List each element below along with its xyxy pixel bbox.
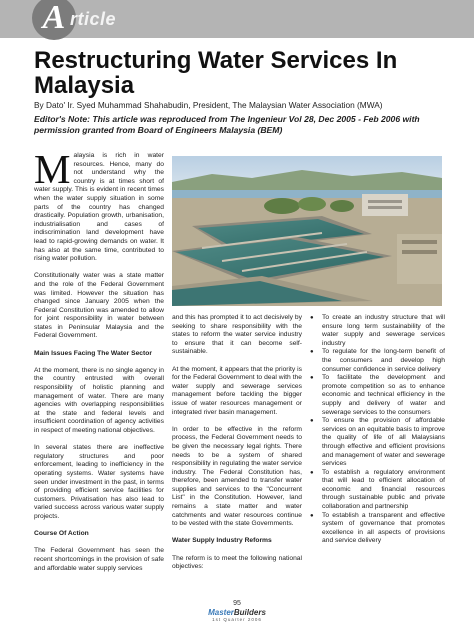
- magazine-logo: MasterBuilders: [208, 608, 266, 617]
- drop-cap: M: [34, 146, 71, 192]
- list-item: ● To regulate for the long-term benefit of the consumers and develop high consumer confidence in service delivery: [310, 348, 445, 374]
- paragraph: Constitutionally water was a state matter and the role of the Federal Government was limited. However the situation has changed since January 2005 when the Federal Constitution was amended to allow for joint responsibility in water between states in Peninsular Malaysia and the Federal Government.: [34, 272, 164, 340]
- list-item: ● To facilitate the development and promote competition so as to enhance economic and technical efficiency in the supply and delivery of water and sewerage services to the consumers: [310, 374, 445, 417]
- page-footer: [0, 600, 474, 622]
- list-item: ● To create an industry structure that will ensure long term sustainability of the water supply and sewerage services industry: [310, 314, 445, 348]
- list-item: ● To establish a regulatory environment that will lead to efficient allocation of economic and financial resources through sustainable public and private collaboration and partnership: [310, 469, 445, 512]
- section-heading: Main Issues Facing The Water Sector: [34, 349, 152, 357]
- paragraph: Malaysia is rich in water resources. Hence, many do not understand why the country is at times short of water supply. This is evident in recent times when the water supply situation in some parts of the country has changed drastically. Population growth, urbanisation, industrialisation and cases of indiscrimination land development have lead to rapid-growing demands on water. It has also at the same time, contributed to rising water pollution.: [34, 146, 164, 263]
- column-1: [34, 146, 164, 582]
- section-heading: Course Of Action: [34, 530, 89, 538]
- paragraph: At the moment, it appears that the priority is for the Federal Government to deal with the water supply and sewerage services management before tackling the bigger issue of water resources management or integrated river basin management.: [172, 365, 302, 416]
- editor-note: Editor's Note: This article was reproduced from The Ingenieur Vol 28, Dec 2005 - Feb 2006 with permission granted from Board of Engineers Malaysia (BEM): [34, 114, 420, 135]
- byline: By Dato' Ir. Syed Muhammad Shahabudin, President, The Malaysian Water Association (MWA): [34, 100, 383, 110]
- list-item: ● To ensure the provision of affordable services on an equitable basis to improve the quality of life of all Malaysians through effective and efficient provisions and management of water and sewerage services: [310, 417, 445, 469]
- section-heading: Water Supply Industry Reforms: [172, 537, 272, 545]
- issue-label: 1st Quarter 2006: [212, 617, 262, 622]
- paragraph: In order to be effective in the reform process, the Federal Government needs to be given the necessary legal rights. There needs to be a system of shared responsibility in regulating the water service industry. The Federal Constitution has, therefore, been amended to transfer water supplies and services to the "Concurrent List" in the Constitution. However, land remains a state matter and water catchments and water resources continue to be vested with the state Governments.: [172, 425, 302, 528]
- paragraph: At the moment, there is no single agency in the country entrusted with overall responsibility of holistic planning and management of water. There are many agencies with overlapping responsibilities at the state and federal levels and insufficient coordination of agency activities in respect of meeting national objectives.: [34, 366, 164, 434]
- article-header-bar: [0, 0, 474, 38]
- water-treatment-plant-photo: [172, 156, 442, 306]
- page-number: 95: [233, 600, 241, 607]
- list-item: ● To establish a transparent and effective system of governance that promotes excellence in all aspects of provisions and service delivery: [310, 512, 445, 546]
- article-initial: A: [32, 0, 76, 40]
- paragraph: In several states there are ineffective regulatory structures and poor enforcement, leading to inefficiency in the operating systems. Water systems have seen under investment in the past, in terms of providing efficient service facilities for customers. Privatisation has also lead to varied success across various water supply projects.: [34, 444, 164, 520]
- objectives-list: [310, 314, 445, 546]
- column-2: [172, 314, 302, 580]
- paragraph: and this has prompted it to act decisively by seeking to share responsibility with the states to reform the water service industry to ensure that it can become self-sustainable.: [172, 314, 302, 356]
- paragraph: The reform is to meet the following national objectives:: [172, 554, 302, 571]
- article-title: Restructuring Water Services In Malaysia: [34, 47, 398, 99]
- article-label: rticle: [70, 9, 117, 29]
- paragraph: The Federal Government has seen the recent shortcomings in the provision of safe and affordable water supply services: [34, 547, 164, 572]
